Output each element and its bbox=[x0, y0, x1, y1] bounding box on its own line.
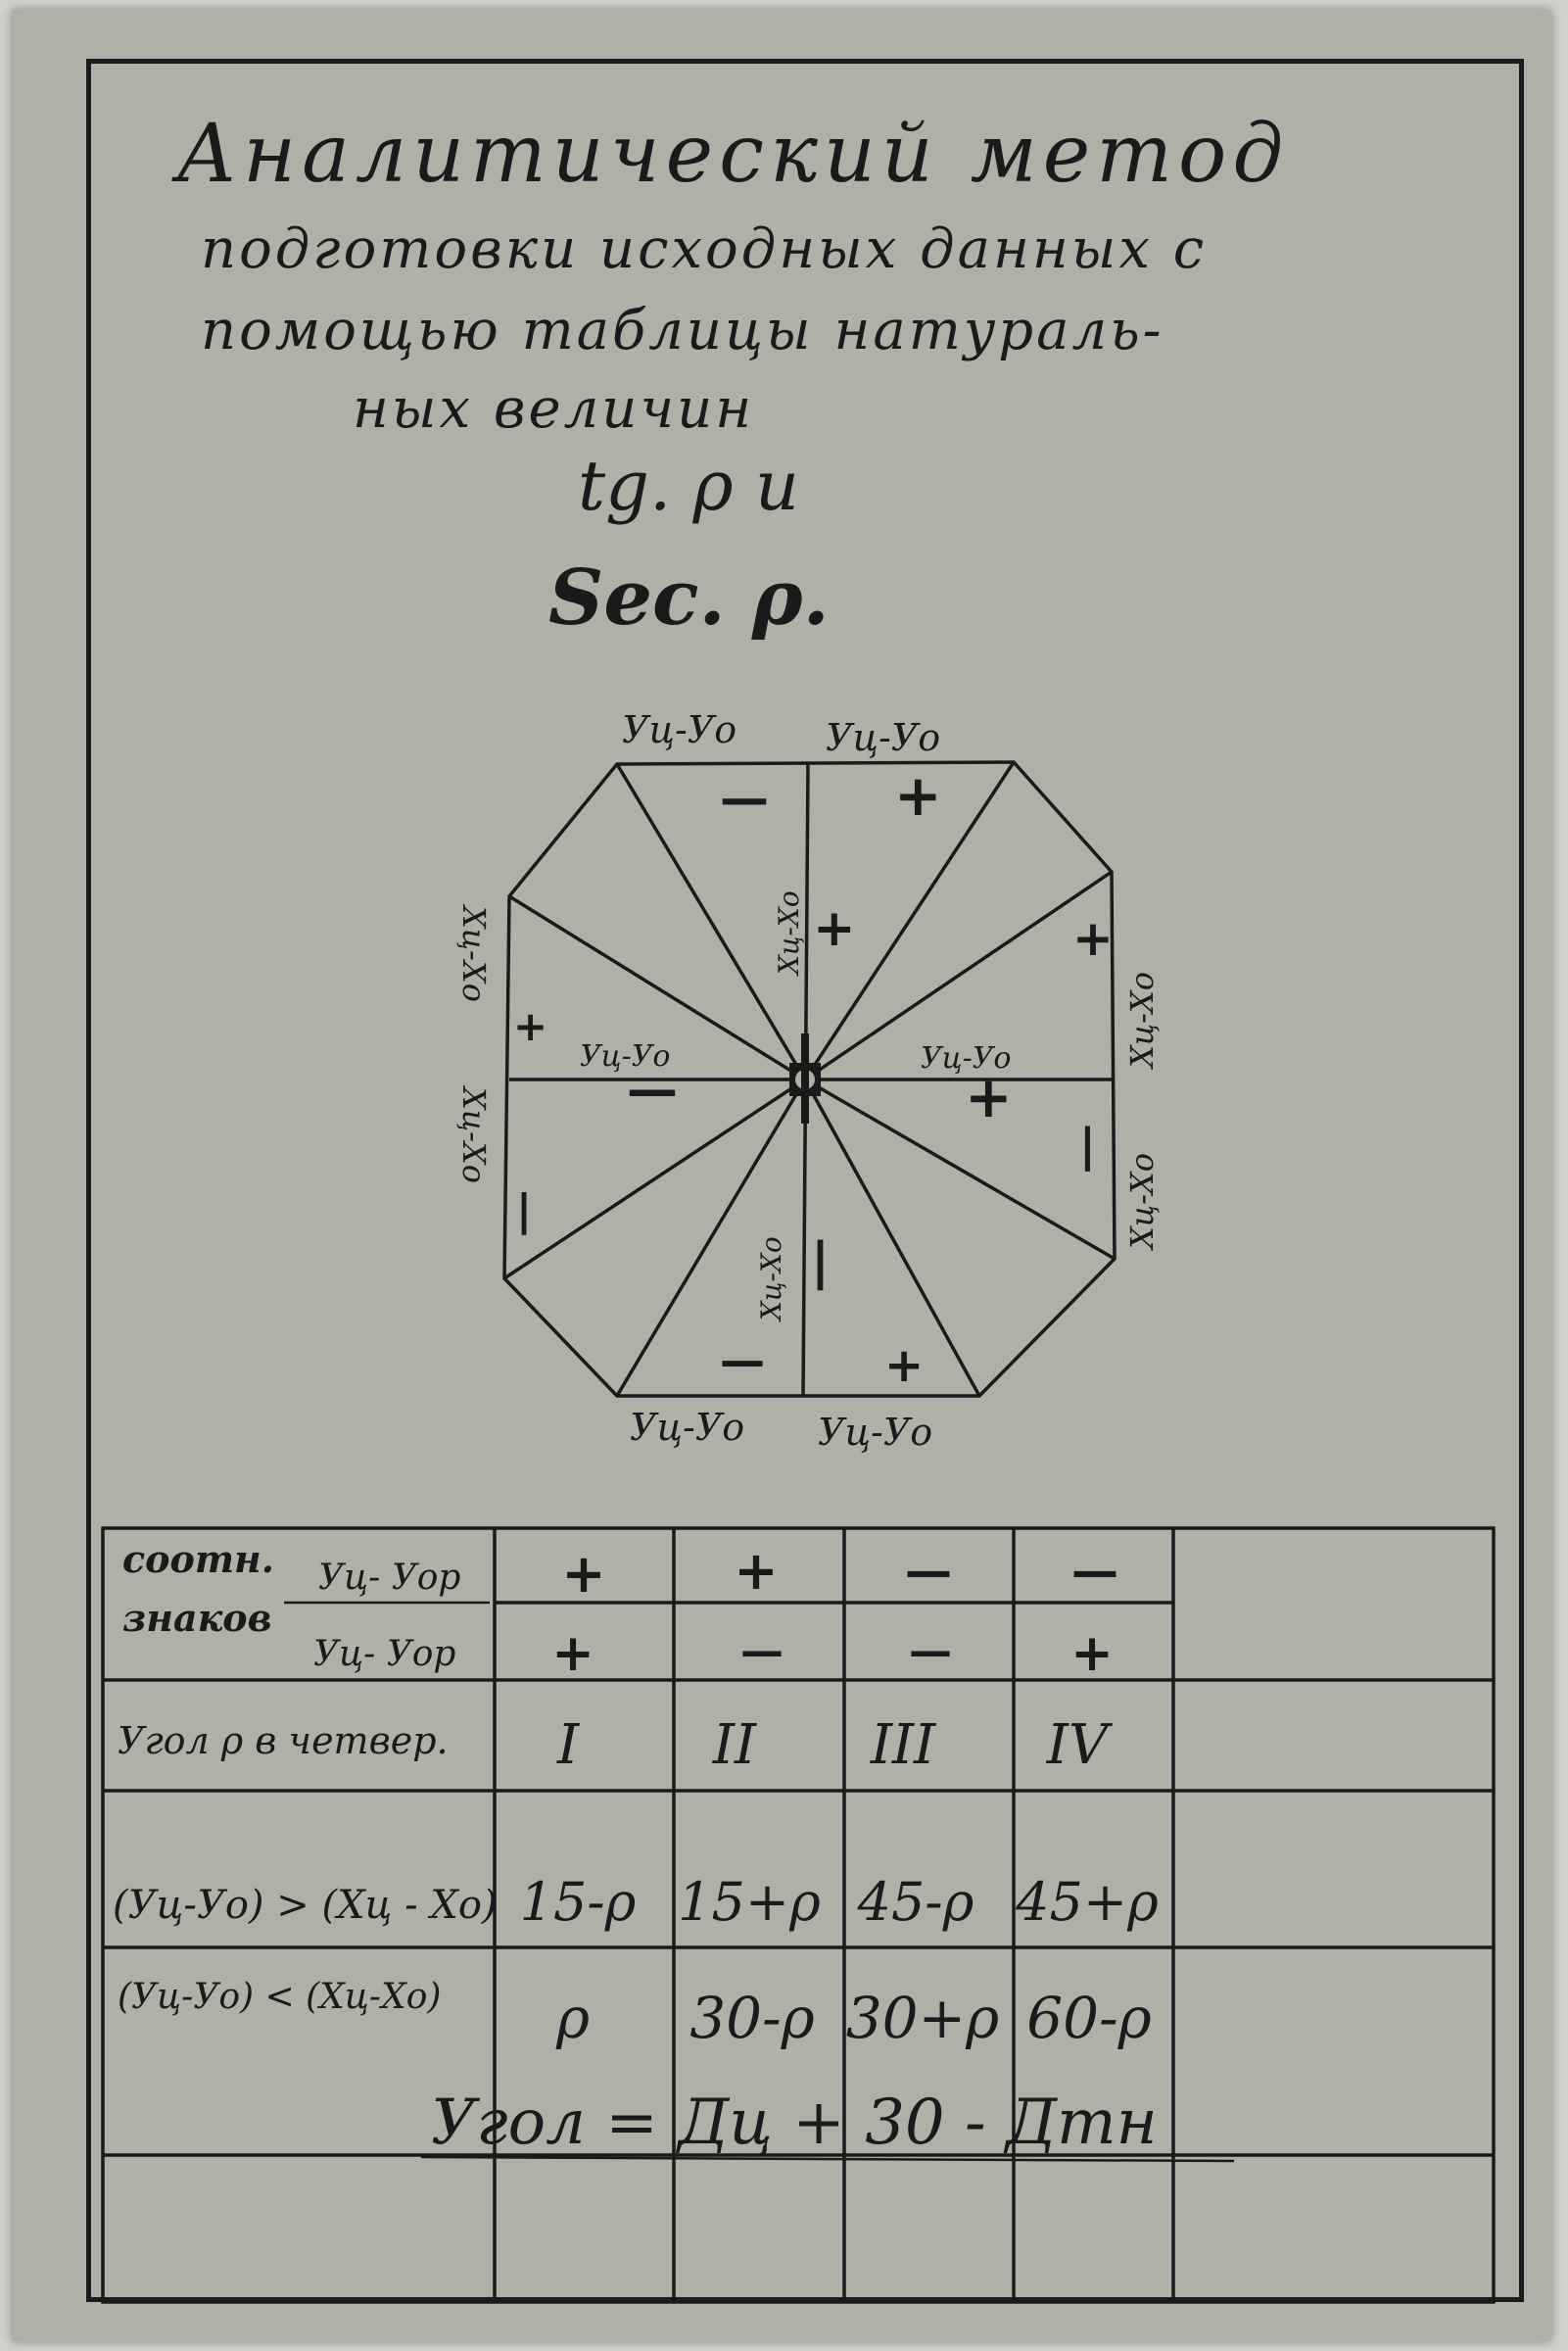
sign-bottom-col3: — bbox=[909, 1626, 952, 1676]
sign-center-right: + bbox=[965, 1064, 1013, 1130]
row-gt-label: (Уц-Уо) > (Хц - Хо) bbox=[113, 1883, 498, 1928]
title-line-5: tg. ρ и bbox=[578, 446, 799, 526]
row-lt-col4: 60-ρ bbox=[1026, 1985, 1152, 2051]
sign-bottom-col1: + bbox=[551, 1624, 594, 1683]
ratio-top-label: Уц- Уор bbox=[318, 1558, 461, 1598]
quarter-col1: I bbox=[556, 1713, 580, 1777]
label-left-upper: Хц-Хо bbox=[455, 906, 493, 1002]
sign-top-col1: + bbox=[561, 1543, 606, 1605]
sign-center-left: — bbox=[627, 1061, 678, 1120]
label-bottom-right: Уц-Уо bbox=[818, 1411, 933, 1454]
title-line-6: Sec. ρ. bbox=[548, 553, 830, 643]
sign-right-upper: + bbox=[1072, 910, 1114, 967]
sign-center-upper: + bbox=[813, 899, 856, 958]
label-right-lower: Хц-Хо bbox=[1123, 1153, 1161, 1249]
sign-left-upper: + bbox=[513, 1002, 548, 1050]
sign-bottom-col2: — bbox=[740, 1626, 784, 1676]
quarter-col3: III bbox=[870, 1713, 936, 1777]
quarter-col2: II bbox=[712, 1713, 757, 1777]
label-right-upper: Хц-Хо bbox=[1123, 972, 1161, 1068]
label-top-right: Уц-Уо bbox=[826, 716, 941, 759]
angle-formula: Угол = Дц + 30 - Дтн bbox=[431, 2087, 1158, 2159]
label-center-left: Уц-Уо bbox=[580, 1039, 671, 1074]
sign-top-right: + bbox=[894, 762, 942, 829]
title-line-4: ных величин bbox=[353, 377, 755, 441]
ratio-bottom-label: Уц- Уор bbox=[313, 1634, 456, 1674]
label-center-lower: Хц-Хо bbox=[755, 1236, 787, 1320]
title-line-2: подготовки исходных данных с bbox=[201, 217, 1208, 281]
label-center-right: Уц-Уо bbox=[921, 1041, 1012, 1076]
row-lt-label: (Уц-Уо) < (Хц-Хо) bbox=[118, 1977, 442, 2017]
header-row-1: соотн. bbox=[122, 1537, 274, 1581]
row-gt-col3: 45-ρ bbox=[857, 1871, 974, 1933]
row-lt-col2: 30-ρ bbox=[689, 1985, 815, 2051]
quarter-col4: IV bbox=[1046, 1713, 1109, 1777]
title-line-3: помощью таблицы натураль- bbox=[201, 299, 1164, 362]
sign-top-col4: — bbox=[1071, 1544, 1118, 1599]
quarter-label: Угол ρ в четвер. bbox=[118, 1719, 449, 1762]
row-lt-col3: 30+ρ bbox=[845, 1985, 1000, 2051]
sign-bottom-right: + bbox=[884, 1338, 925, 1393]
sign-top-col3: — bbox=[905, 1544, 952, 1599]
label-center-upper: Хц-Хо bbox=[773, 890, 805, 975]
sign-bottom-col4: + bbox=[1070, 1624, 1114, 1683]
label-left-lower: Хц-Хо bbox=[455, 1087, 493, 1183]
sign-center-lower: | bbox=[811, 1232, 830, 1291]
sign-right-lower: | bbox=[1079, 1119, 1096, 1172]
title-line-1: Аналитический метод bbox=[176, 108, 1290, 201]
label-top-left: Уц-Уо bbox=[622, 708, 737, 751]
sign-bottom-left: — bbox=[720, 1334, 765, 1387]
row-gt-col2: 15+ρ bbox=[678, 1871, 821, 1933]
sign-left-lower: | bbox=[516, 1185, 533, 1235]
sign-top-left: — bbox=[720, 770, 769, 827]
row-gt-col1: 15-ρ bbox=[519, 1871, 637, 1933]
sign-top-col2: + bbox=[734, 1540, 779, 1602]
row-lt-col1: ρ bbox=[555, 1985, 591, 2051]
header-row-2: знаков bbox=[122, 1596, 272, 1640]
row-gt-col4: 45+ρ bbox=[1016, 1871, 1159, 1933]
label-bottom-left: Уц-Уо bbox=[630, 1406, 745, 1449]
